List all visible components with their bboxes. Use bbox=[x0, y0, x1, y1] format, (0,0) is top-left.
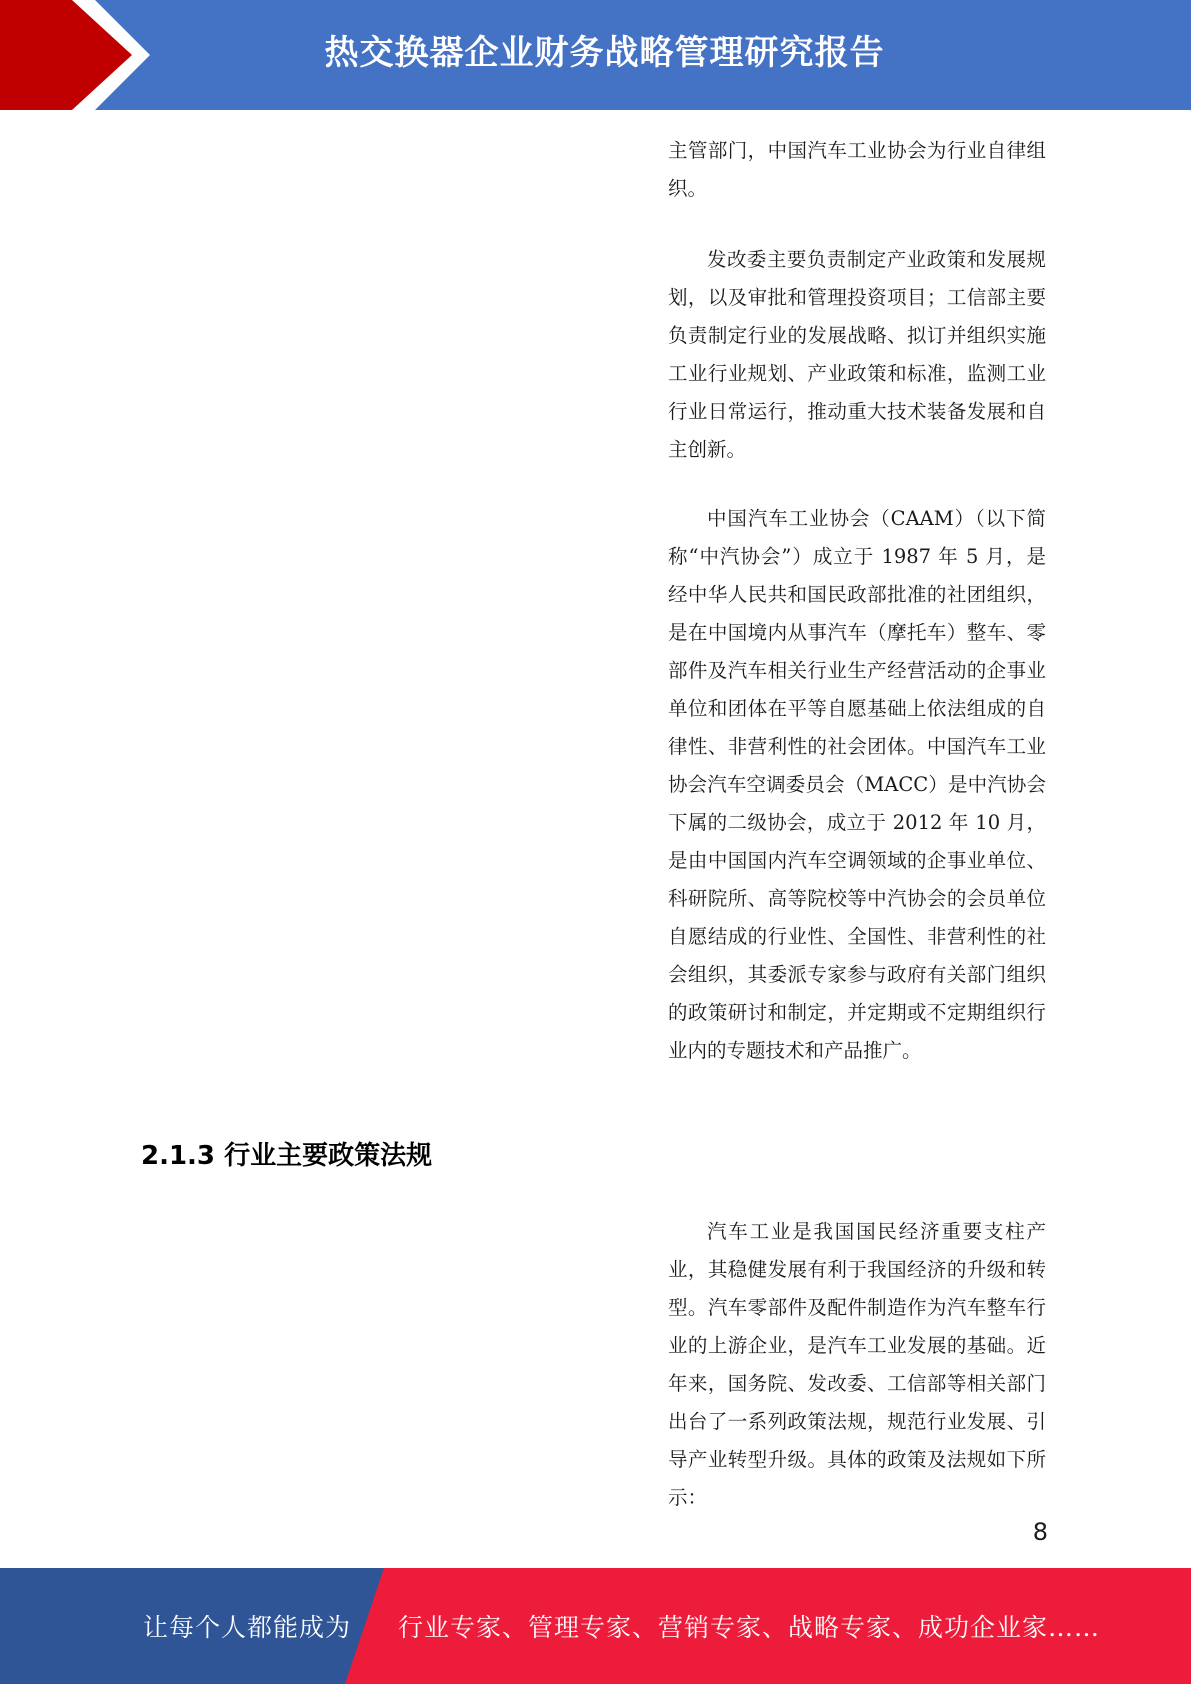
report-title: 热交换器企业财务战略管理研究报告 bbox=[324, 33, 885, 73]
paragraph-policy-overview: 汽车工业是我国国民经济重要支柱产业，其稳健发展有利于我国经济的升级和转型。汽车零部件及配件制造作为汽车整车行业的上游企业，是汽车工业发展的基础。近年来，国务院、发改委、工信部等相关部门出台了一系列政策法规，规范行业发展、引导产业转型升级。具体的政策及法规如下所示： bbox=[668, 1220, 1046, 1509]
page-number: 8 bbox=[1032, 1518, 1048, 1546]
section-heading: 2.1.3 行业主要政策法规 bbox=[141, 1141, 433, 1171]
footer-banner bbox=[0, 1568, 1191, 1684]
paragraph-caam-description: 中国汽车工业协会（CAAM）（以下简称“中汽协会”）成立于 1987 年 5 月，是经中华人民共和国民政部批准的社团组织，是在中国境内从事汽车（摩托车）整车、零部件及汽车相关行业生产经营活动的企事业单位和团体在平等自愿基础上依法组成的自律性、非营利性的社会团体。中国汽车工业协会汽车空调委员会（MACC）是中汽协会下属的二级协会，成立于 2012 年 10 月，是由中国国内汽车空调领域的企事业单位、科研院所、高等院校等中汽协会的会员单位自愿结成的行业性、全国性、非营利性的社会组织，其委派专家参与政府有关部门组织的政策研讨和制定，并定期或不定期组织行业内的专题技术和产品推广。 bbox=[668, 507, 1046, 1062]
footer-slogan-left: 让每个人都能成为 bbox=[143, 1613, 352, 1642]
header-banner bbox=[0, 0, 1191, 110]
footer-slogan-right: 行业专家、管理专家、营销专家、战略专家、成功企业家…… bbox=[398, 1613, 1101, 1642]
paragraph-regulators-continued: 主管部门，中国汽车工业协会为行业自律组织。 bbox=[668, 139, 1046, 200]
paragraph-ndrc-miit-duties: 发改委主要负责制定产业政策和发展规划，以及审批和管理投资项目；工信部主要负责制定行业的发展战略、拟订并组织实施工业行业规划、产业政策和标准，监测工业行业日常运行，推动重大技术装备发展和自主创新。 bbox=[668, 248, 1046, 461]
